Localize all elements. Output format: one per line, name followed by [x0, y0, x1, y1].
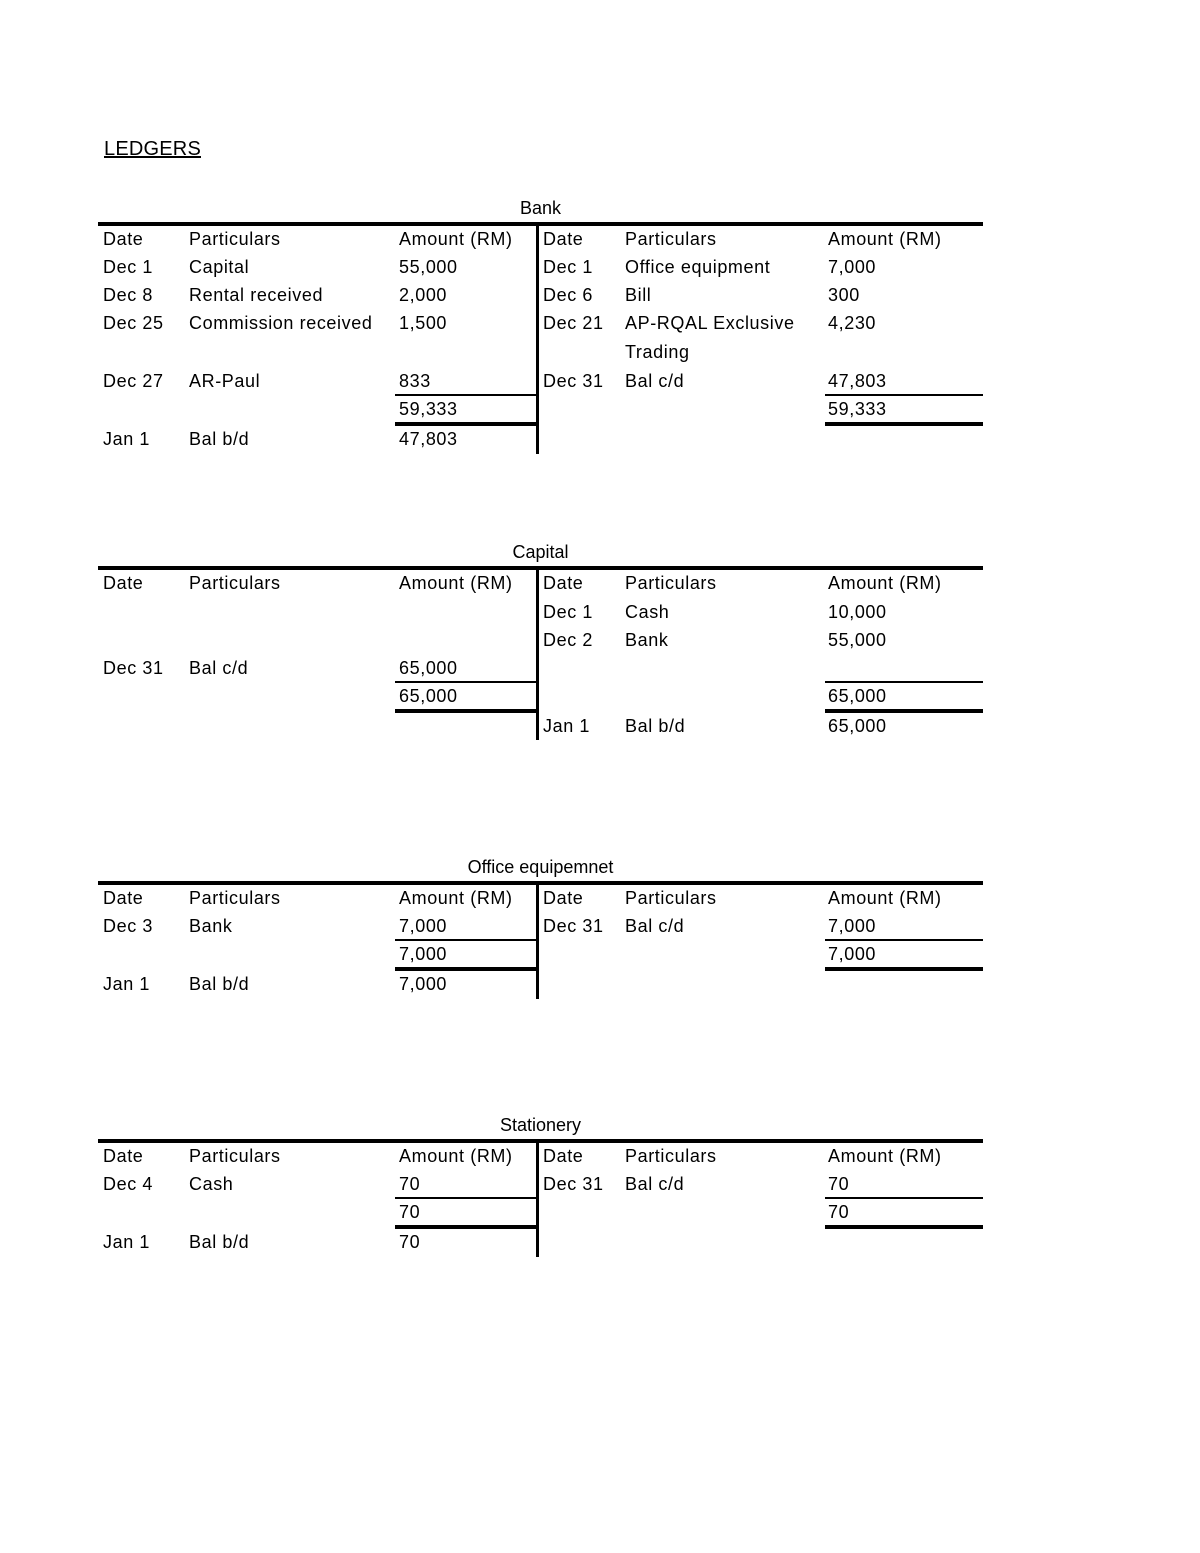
bbd-particulars: Bal b/d	[189, 974, 250, 994]
account-title: Stationery	[499, 1115, 582, 1135]
debit-amount: 65,000	[399, 658, 458, 678]
credit-date: Dec 21	[543, 313, 604, 333]
account-title: Office equipemnet	[467, 857, 614, 877]
credit-date: Dec 2	[543, 630, 594, 650]
debit-amount: 70	[399, 1174, 421, 1194]
double-rule	[825, 1225, 983, 1229]
page-title: LEDGERS	[104, 138, 201, 160]
debit-date: Dec 1	[103, 257, 154, 277]
debit-date: Dec 25	[103, 313, 164, 333]
header-amount: Amount (RM)	[828, 573, 942, 593]
debit-amount: 1,500	[399, 313, 448, 333]
bbd-date: Jan 1	[103, 429, 151, 449]
header-amount: Amount (RM)	[828, 229, 942, 249]
center-rule	[536, 568, 539, 740]
double-rule	[395, 422, 538, 426]
debit-particulars: Rental received	[189, 285, 324, 305]
debit-total: 59,333	[399, 399, 458, 419]
debit-amount: 55,000	[399, 257, 458, 277]
header-amount: Amount (RM)	[399, 229, 513, 249]
debit-particulars: Cash	[189, 1174, 234, 1194]
credit-amount: 4,230	[828, 313, 877, 333]
total-rule	[825, 939, 983, 941]
header-date: Date	[103, 888, 144, 908]
header-amount: Amount (RM)	[399, 888, 513, 908]
credit-date: Dec 31	[543, 1174, 604, 1194]
total-rule	[395, 394, 538, 396]
credit-particulars: Bill	[625, 285, 652, 305]
header-date: Date	[543, 1146, 584, 1166]
credit-total: 70	[828, 1202, 850, 1222]
credit-date: Dec 31	[543, 916, 604, 936]
bbd-particulars: Bal b/d	[625, 716, 686, 736]
header-amount: Amount (RM)	[399, 573, 513, 593]
credit-date: Dec 6	[543, 285, 594, 305]
bbd-amount: 65,000	[828, 716, 887, 736]
credit-particulars-continued: Trading	[625, 342, 690, 362]
credit-date: Dec 1	[543, 602, 594, 622]
center-rule	[536, 224, 539, 454]
credit-particulars: Bal c/d	[625, 916, 685, 936]
total-rule	[825, 681, 983, 683]
credit-date: Dec 31	[543, 371, 604, 391]
debit-total: 7,000	[399, 944, 448, 964]
credit-amount: 70	[828, 1174, 850, 1194]
double-rule	[395, 967, 538, 971]
credit-amount: 47,803	[828, 371, 887, 391]
debit-particulars: Bank	[189, 916, 233, 936]
debit-date: Dec 31	[103, 658, 164, 678]
debit-date: Dec 3	[103, 916, 154, 936]
debit-particulars: AR-Paul	[189, 371, 261, 391]
center-rule	[536, 1141, 539, 1257]
credit-amount: 10,000	[828, 602, 887, 622]
account-title: Bank	[519, 198, 562, 218]
header-amount: Amount (RM)	[828, 1146, 942, 1166]
credit-total: 7,000	[828, 944, 877, 964]
total-rule	[395, 939, 538, 941]
double-rule	[825, 967, 983, 971]
credit-particulars: AP-RQAL Exclusive	[625, 313, 795, 333]
top-rule	[98, 566, 983, 570]
bbd-date: Jan 1	[543, 716, 591, 736]
total-rule	[825, 1197, 983, 1199]
header-date: Date	[543, 888, 584, 908]
debit-total: 65,000	[399, 686, 458, 706]
header-particulars: Particulars	[189, 573, 281, 593]
header-date: Date	[103, 1146, 144, 1166]
header-particulars: Particulars	[625, 229, 717, 249]
debit-date: Dec 8	[103, 285, 154, 305]
credit-particulars: Office equipment	[625, 257, 771, 277]
debit-date: Dec 27	[103, 371, 164, 391]
double-rule	[825, 422, 983, 426]
credit-particulars: Cash	[625, 602, 670, 622]
header-date: Date	[103, 573, 144, 593]
debit-particulars: Bal c/d	[189, 658, 249, 678]
header-date: Date	[543, 573, 584, 593]
double-rule	[825, 709, 983, 713]
top-rule	[98, 1139, 983, 1143]
credit-particulars: Bal c/d	[625, 371, 685, 391]
top-rule	[98, 881, 983, 885]
debit-amount: 833	[399, 371, 431, 391]
header-date: Date	[103, 229, 144, 249]
double-rule	[395, 709, 538, 713]
credit-particulars: Bank	[625, 630, 669, 650]
header-particulars: Particulars	[189, 888, 281, 908]
credit-amount: 7,000	[828, 257, 877, 277]
credit-total: 65,000	[828, 686, 887, 706]
bbd-amount: 7,000	[399, 974, 448, 994]
bbd-date: Jan 1	[103, 1232, 151, 1252]
debit-amount: 2,000	[399, 285, 448, 305]
debit-particulars: Commission received	[189, 313, 373, 333]
debit-total: 70	[399, 1202, 421, 1222]
credit-date: Dec 1	[543, 257, 594, 277]
bbd-particulars: Bal b/d	[189, 1232, 250, 1252]
double-rule	[395, 1225, 538, 1229]
total-rule	[395, 681, 538, 683]
center-rule	[536, 883, 539, 999]
debit-particulars: Capital	[189, 257, 250, 277]
credit-amount: 7,000	[828, 916, 877, 936]
credit-total: 59,333	[828, 399, 887, 419]
account-title: Capital	[512, 542, 569, 562]
header-amount: Amount (RM)	[399, 1146, 513, 1166]
total-rule	[825, 394, 983, 396]
top-rule	[98, 222, 983, 226]
total-rule	[395, 1197, 538, 1199]
header-date: Date	[543, 229, 584, 249]
debit-amount: 7,000	[399, 916, 448, 936]
header-particulars: Particulars	[625, 1146, 717, 1166]
header-particulars: Particulars	[625, 888, 717, 908]
bbd-date: Jan 1	[103, 974, 151, 994]
bbd-amount: 70	[399, 1232, 421, 1252]
bbd-particulars: Bal b/d	[189, 429, 250, 449]
header-particulars: Particulars	[189, 1146, 281, 1166]
bbd-amount: 47,803	[399, 429, 458, 449]
credit-amount: 55,000	[828, 630, 887, 650]
header-amount: Amount (RM)	[828, 888, 942, 908]
header-particulars: Particulars	[625, 573, 717, 593]
credit-particulars: Bal c/d	[625, 1174, 685, 1194]
debit-date: Dec 4	[103, 1174, 154, 1194]
credit-amount: 300	[828, 285, 860, 305]
header-particulars: Particulars	[189, 229, 281, 249]
